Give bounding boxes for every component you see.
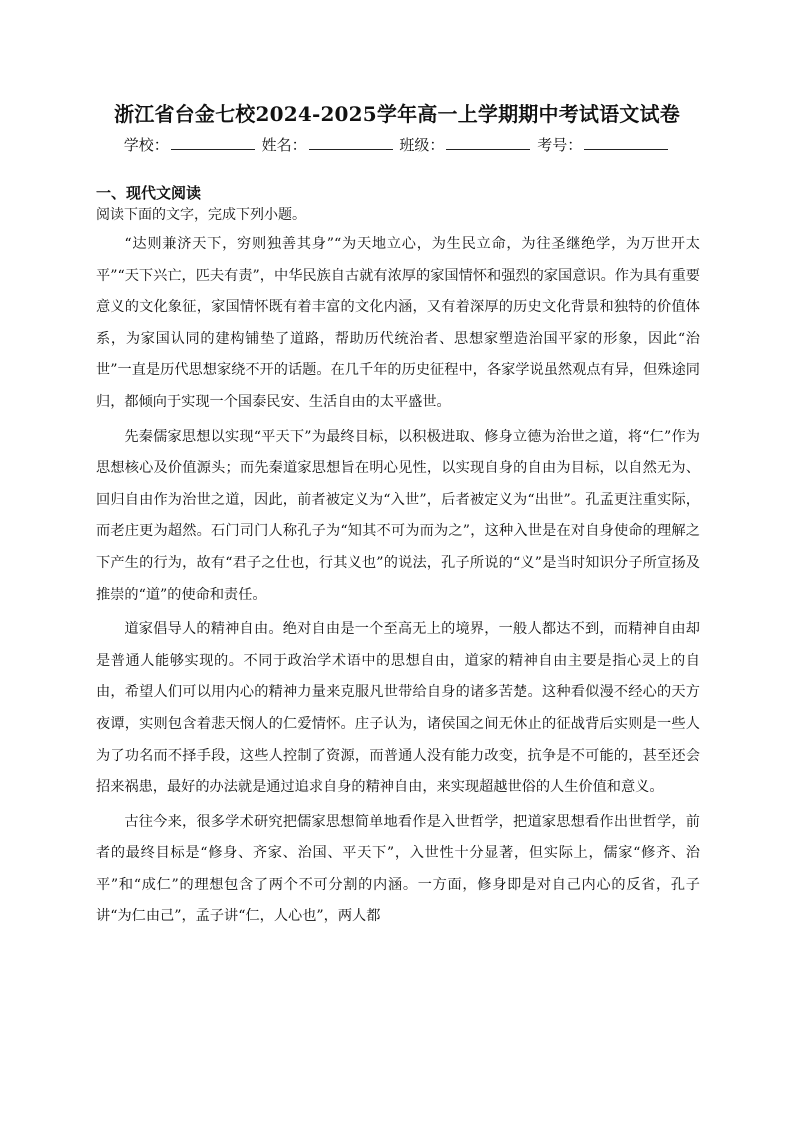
section-heading: 一、现代文阅读 (96, 184, 202, 202)
class-label: 班级： (399, 136, 445, 154)
name-blank[interactable] (309, 135, 393, 150)
class-blank[interactable] (446, 135, 530, 150)
passage-paragraph-4: 古往今来，很多学术研究把儒家思想简单地看作是入世哲学，把道家思想看作出世哲学，前者的最终目标是“修身、齐家、治国、平天下”，入世性十分显著，但实际上，儒家“修齐、治平”和“成仁”的理想包含了两个不可分割的内涵。一方面，修身即是对自己内心的反省，孔子讲“为仁由己”，孟子讲“仁，人心也”，两人都 (96, 813, 700, 925)
school-blank[interactable] (171, 135, 255, 150)
exam-no-blank[interactable] (584, 135, 668, 150)
school-label: 学校： (123, 136, 169, 154)
student-info-line (0, 133, 794, 157)
section-instruction: 阅读下面的文字，完成下列小题。 (96, 207, 306, 223)
exam-no-label: 考号： (537, 136, 583, 154)
passage-paragraph-3: 道家倡导人的精神自由。绝对自由是一个至高无上的境界，一般人都达不到，而精神自由却是普通人能够实现的。不同于政治学术语中的思想自由，道家的精神自由主要是指心灵上的自由，希望人们可以用内心的精神力量来克服凡世带给自身的诸多苦楚。这种看似漫不经心的天方夜谭，实则包含着悲天悯人的仁爱情怀。庄子认为，诸侯国之间无休止的征战背后实则是一些人为了功名而不择手段，这些人控制了资源，而普通人没有能力改变，抗争是不可能的，甚至还会招来祸患，最好的办法就是通过追求自身的精神自由，来实现超越世俗的人生价值和意义。 (96, 621, 700, 796)
name-label: 姓名： (261, 136, 307, 154)
reading-passage (96, 229, 700, 936)
passage-paragraph-2: 先秦儒家思想以实现“平天下”为最终目标，以积极进取、修身立德为治世之道，将“仁”作为思想核心及价值源头；而先秦道家思想旨在明心见性，以实现自身的自由为目标，以自然无为、回归自由作为治世之道，因此，前者被定义为“入世”，后者被定义为“出世”。孔孟更注重实际，而老庄更为超然。石门司门人称孔子为“知其不可为而为之”，这种入世是在对自身使命的理解之下产生的行为，故有“君子之仕也，行其义也”的说法，孔子所说的“义”是当时知识分子所宣扬及推崇的“道”的使命和责任。 (96, 428, 700, 603)
passage-paragraph-1: “达则兼济天下，穷则独善其身”“为天地立心，为生民立命，为往圣继绝学，为万世开太平”“天下兴亡，匹夫有责”，中华民族自古就有浓厚的家国情怀和强烈的家国意识。作为具有重要意义的文化象征，家国情怀既有着丰富的文化内涵，又有着深厚的历史文化背景和独特的价值体系，为家国认同的建构铺垫了道路，帮助历代统治者、思想家塑造治国平家的形象，因此“治世”一直是历代思想家绕不开的话题。在几千年的历史征程中，各家学说虽然观点有异，但殊途同归，都倾向于实现一个国泰民安、生活自由的太平盛世。 (96, 236, 700, 410)
exam-title: 浙江省台金七校2024-2025学年高一上学期期中考试语文试卷 (114, 102, 680, 126)
